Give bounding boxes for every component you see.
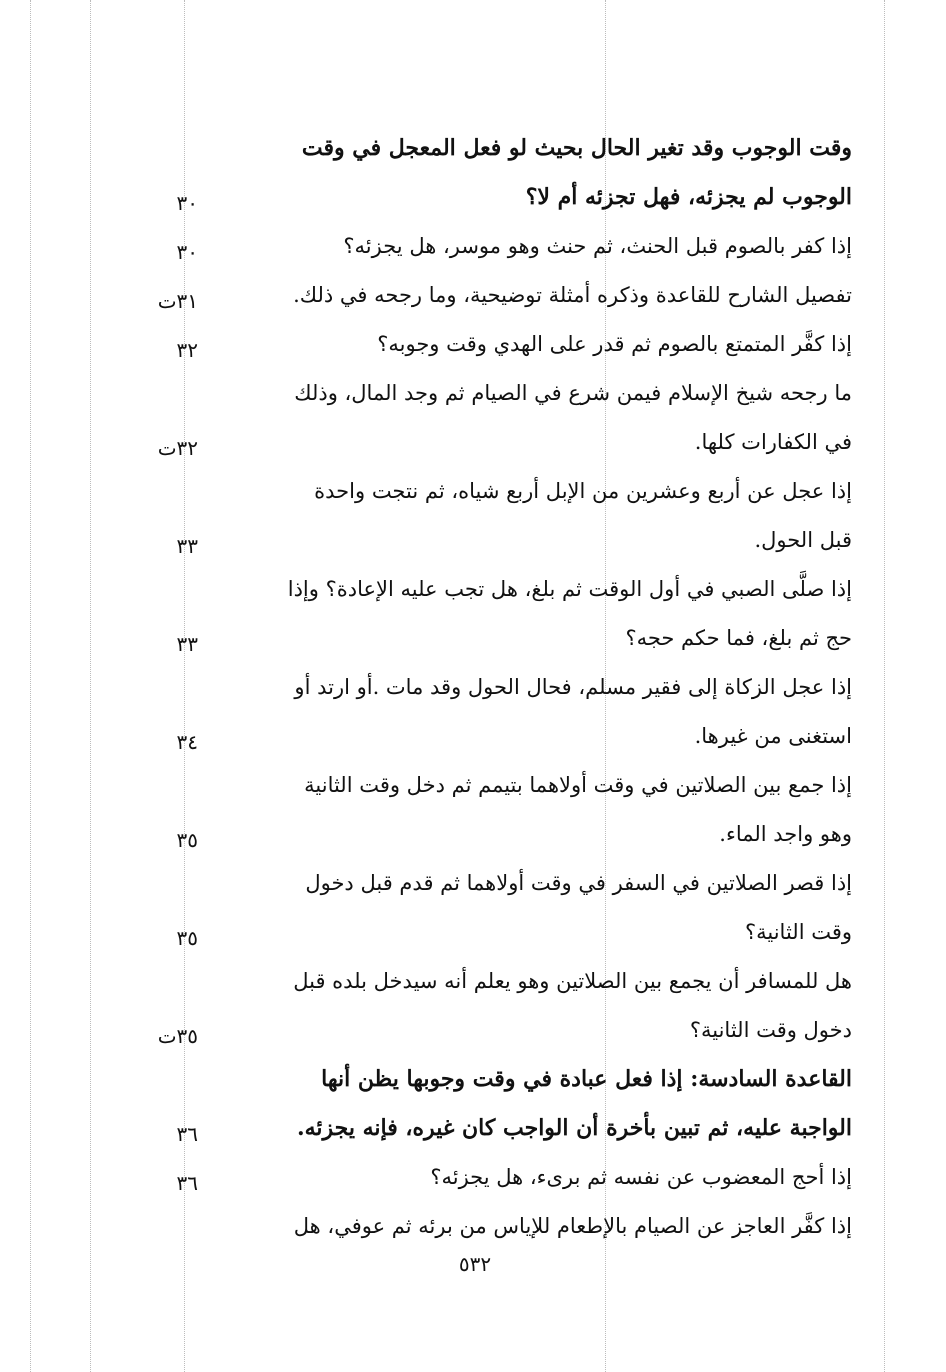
entry-text bbox=[262, 124, 852, 222]
entry-line: إذا عجل الزكاة إلى فقير مسلم، فحال الحول وقد مات .أو ارتد أو bbox=[294, 675, 852, 699]
entry-page-ref: ٣٤ bbox=[176, 730, 198, 754]
entry-line: إذا كفَّر العاجز عن الصيام بالإطعام للإياس من برئه ثم عوفي، هل bbox=[293, 1214, 852, 1238]
index-entry bbox=[0, 663, 946, 761]
entry-line: إذا جمع بين الصلاتين في وقت أولاهما بتيمم ثم دخل وقت الثانية bbox=[304, 773, 852, 797]
index-entry bbox=[0, 271, 946, 320]
index-entry bbox=[0, 124, 946, 222]
entry-line: في الكفارات كلها. bbox=[694, 430, 852, 454]
index-entry bbox=[0, 467, 946, 565]
entry-text bbox=[262, 1153, 852, 1202]
entry-line: وقت الوجوب وقد تغير الحال بحيث لو فعل المعجل في وقت bbox=[301, 135, 852, 161]
entry-text bbox=[262, 369, 852, 467]
entry-line: استغنى من غيرها. bbox=[694, 724, 852, 748]
entry-line: تفصيل الشارح للقاعدة وذكره أمثلة توضيحية، وما رجحه في ذلك. bbox=[293, 283, 852, 307]
entry-line: حج ثم بلغ، فما حكم حجه؟ bbox=[625, 626, 852, 650]
entry-line: دخول وقت الثانية؟ bbox=[689, 1018, 852, 1042]
entry-line: إذا قصر الصلاتين في السفر في وقت أولاهما ثم قدم قبل دخول bbox=[305, 871, 852, 895]
index-entry bbox=[0, 222, 946, 271]
entry-page-ref: ٣٣ bbox=[176, 534, 198, 558]
entry-page-ref: ٣٦ bbox=[176, 1171, 198, 1195]
entry-line: الواجبة عليه، ثم تبين بأخرة أن الواجب كان غيره، فإنه يجزئه. bbox=[296, 1115, 852, 1141]
entry-line: القاعدة السادسة: إذا فعل عبادة في وقت وجوبها يظن أنها bbox=[321, 1066, 852, 1092]
entry-line: وقت الثانية؟ bbox=[744, 920, 852, 944]
entry-text bbox=[262, 957, 852, 1055]
entry-line: الوجوب لم يجزئه، فهل تجزئه أم لا؟ bbox=[525, 184, 852, 210]
entry-line: هل للمسافر أن يجمع بين الصلاتين وهو يعلم أنه سيدخل بلده قبل bbox=[293, 969, 852, 993]
index-entry bbox=[0, 565, 946, 663]
index-entry bbox=[0, 859, 946, 957]
entry-page-ref: ٣٥ bbox=[176, 926, 198, 950]
index-entry bbox=[0, 320, 946, 369]
index-entry bbox=[0, 957, 946, 1055]
entry-line: قبل الحول. bbox=[754, 528, 852, 552]
entry-page-ref: ٣٥ bbox=[176, 828, 198, 852]
index-entry bbox=[0, 1153, 946, 1202]
index-entry bbox=[0, 369, 946, 467]
index-entry bbox=[0, 1055, 946, 1153]
entry-text bbox=[262, 222, 852, 271]
entry-text bbox=[262, 565, 852, 663]
entry-text bbox=[262, 859, 852, 957]
entry-line: إذا أحج المعضوب عن نفسه ثم برىء، هل يجزئه؟ bbox=[430, 1165, 852, 1189]
entry-text bbox=[262, 271, 852, 320]
entry-page-ref: ٣٢ bbox=[176, 338, 198, 362]
entry-page-ref: ٣٢ت bbox=[157, 436, 198, 460]
entry-text bbox=[262, 1202, 852, 1251]
entry-text bbox=[262, 761, 852, 859]
entry-line: وهو واجد الماء. bbox=[719, 822, 852, 846]
entry-line: إذا كفر بالصوم قبل الحنث، ثم حنث وهو موسر، هل يجزئه؟ bbox=[343, 234, 852, 258]
entry-page-ref: ٣٣ bbox=[176, 632, 198, 656]
entry-page-ref: ٣٦ bbox=[176, 1122, 198, 1146]
page-number: ٥٣٢ bbox=[458, 1252, 492, 1276]
entry-line: إذا كفَّر المتمتع بالصوم ثم قدر على الهدي وقت وجوبه؟ bbox=[377, 332, 852, 356]
entry-text bbox=[262, 467, 852, 565]
entry-line: ما رجحه شيخ الإسلام فيمن شرع في الصيام ثم وجد المال، وذلك bbox=[294, 381, 852, 405]
entry-text bbox=[262, 320, 852, 369]
entry-line: إذا عجل عن أربع وعشرين من الإبل أربع شياه، ثم نتجت واحدة bbox=[314, 479, 852, 503]
entry-line: إذا صلَّى الصبي في أول الوقت ثم بلغ، هل تجب عليه الإعادة؟ وإذا bbox=[287, 577, 852, 601]
entry-page-ref: ٣٥ت bbox=[157, 1024, 198, 1048]
entry-page-ref: ٣١ت bbox=[157, 289, 198, 313]
entry-text bbox=[262, 663, 852, 761]
entry-page-ref: ٣٠ bbox=[176, 191, 198, 215]
index-entry bbox=[0, 1202, 946, 1251]
entry-page-ref: ٣٠ bbox=[176, 240, 198, 264]
index-entry bbox=[0, 761, 946, 859]
entry-text bbox=[262, 1055, 852, 1153]
